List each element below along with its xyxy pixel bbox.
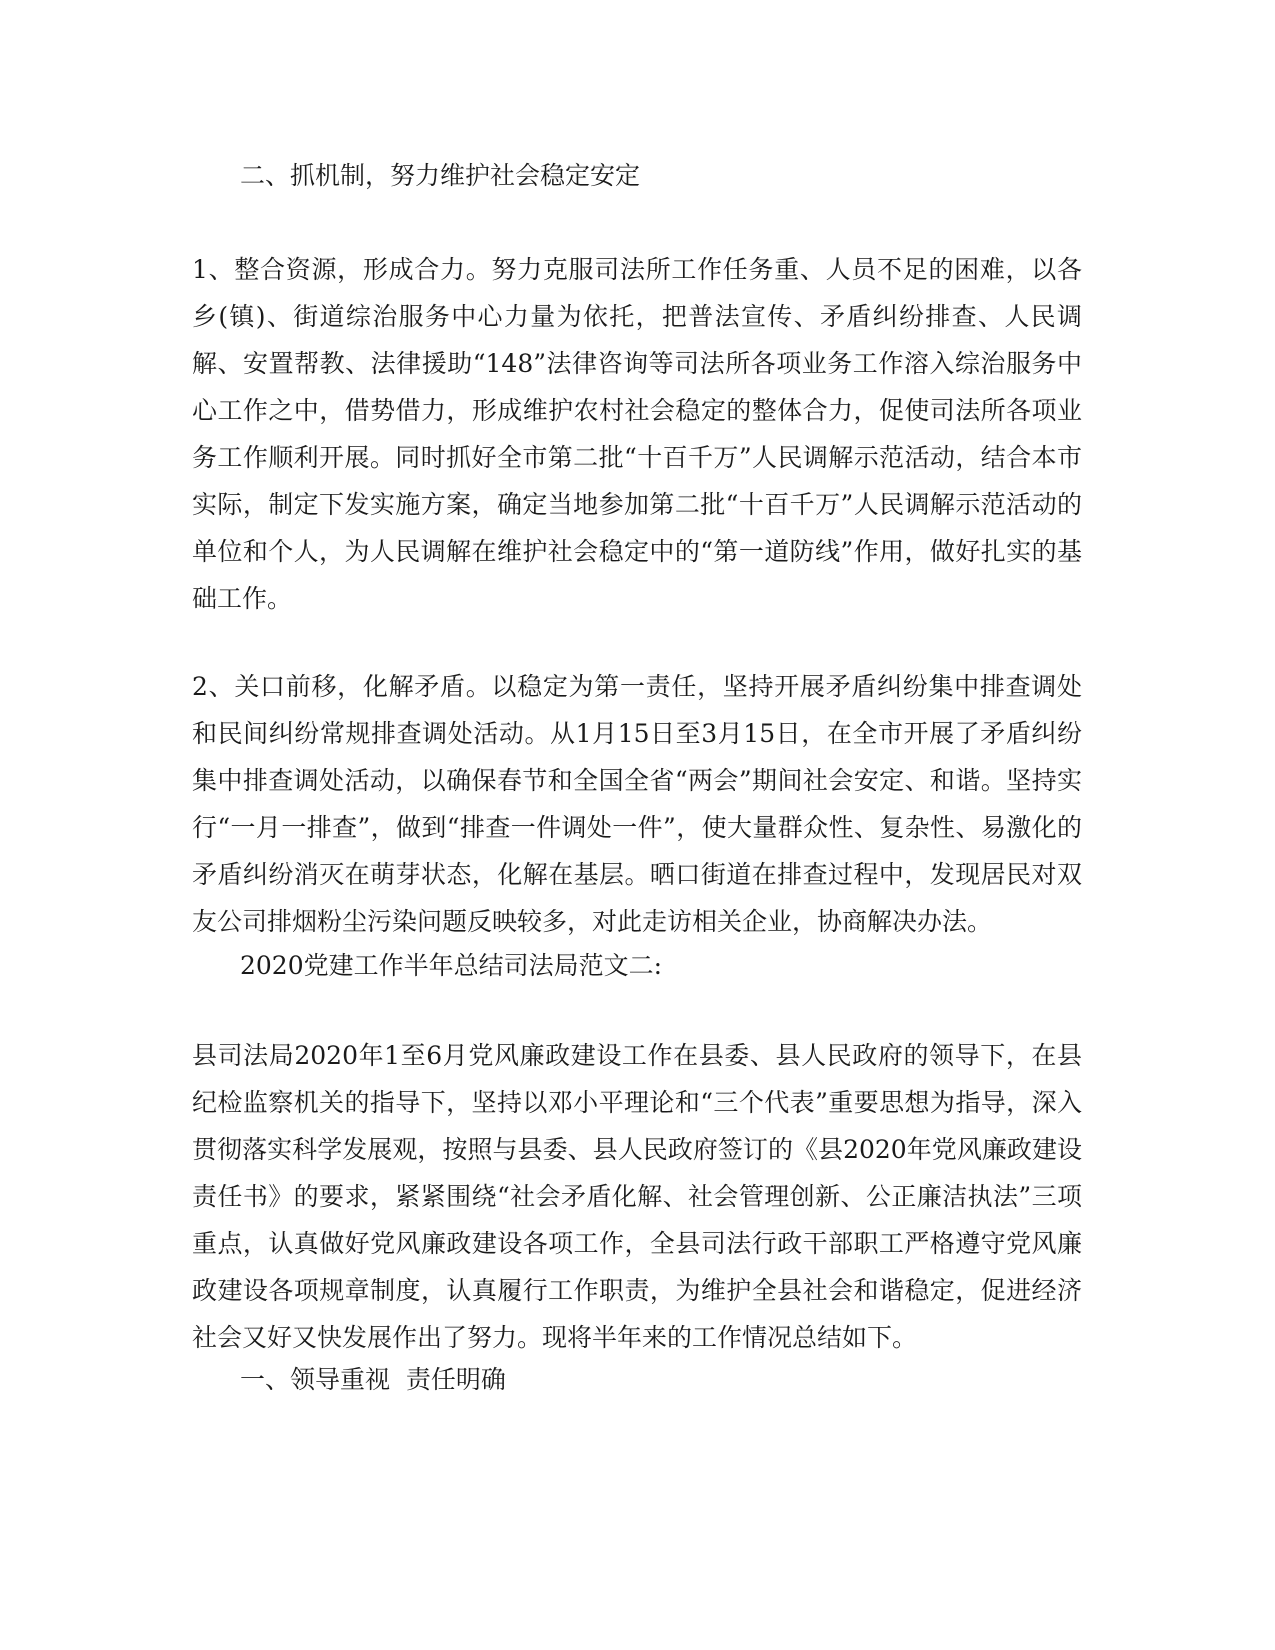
section-one-heading: 一、领导重视 责任明确 [240, 1365, 506, 1394]
paragraph-intro: 县司法局2020年1至6月党风廉政建设工作在县委、县人民政府的领导下，在县纪检监察机关的指导下，坚持以邓小平理论和“三个代表”重要思想为指导，深入贯彻落实科学发展观，按照与县委、县人民政府签订的《县2020年党风廉政建设责任书》的要求，紧紧围绕“社会矛盾化解、社会管理创新、公正廉洁执法”三项重点，认真做好党风廉政建设各项工作，全县司法行政干部职工严格遵守党风廉政建设各项规章制度，认真履行工作职责，为维护全县社会和谐稳定，促进经济社会又好又快发展作出了努力。现将半年来的工作情况总结如下。 [192, 1041, 1082, 1352]
paragraph-item-2: 2、关口前移，化解矛盾。以稳定为第一责任，坚持开展矛盾纠纷集中排查调处和民间纠纷常规排查调处活动。从1月15日至3月15日，在全市开展了矛盾纠纷集中排查调处活动，以确保春节和全国全省“两会”期间社会安定、和谐。坚持实行“一月一排查”，做到“排查一件调处一件”，使大量群众性、复杂性、易激化的矛盾纠纷消灭在萌芽状态，化解在基层。晒口街道在排查过程中，发现居民对双友公司排烟粉尘污染问题反映较多，对此走访相关企业，协商解决办法。 [192, 672, 1082, 936]
section-two-heading: 二、抓机制，努力维护社会稳定安定 [240, 161, 641, 190]
sample-two-title: 2020党建工作半年总结司法局范文二: [240, 951, 663, 980]
paragraph-item-1: 1、整合资源，形成合力。努力克服司法所工作任务重、人员不足的困难，以各乡(镇)、街道综治服务中心力量为依托，把普法宣传、矛盾纠纷排查、人民调解、安置帮教、法律援助“148”法律咨询等司法所各项业务工作溶入综治服务中心工作之中，借势借力，形成维护农村社会稳定的整体合力，促使司法所各项业务工作顺利开展。同时抓好全市第二批“十百千万”人民调解示范活动，结合本市实际，制定下发实施方案，确定当地参加第二批“十百千万”人民调解示范活动的单位和个人，为人民调解在维护社会稳定中的“第一道防线”作用，做好扎实的基础工作。 [192, 255, 1082, 613]
